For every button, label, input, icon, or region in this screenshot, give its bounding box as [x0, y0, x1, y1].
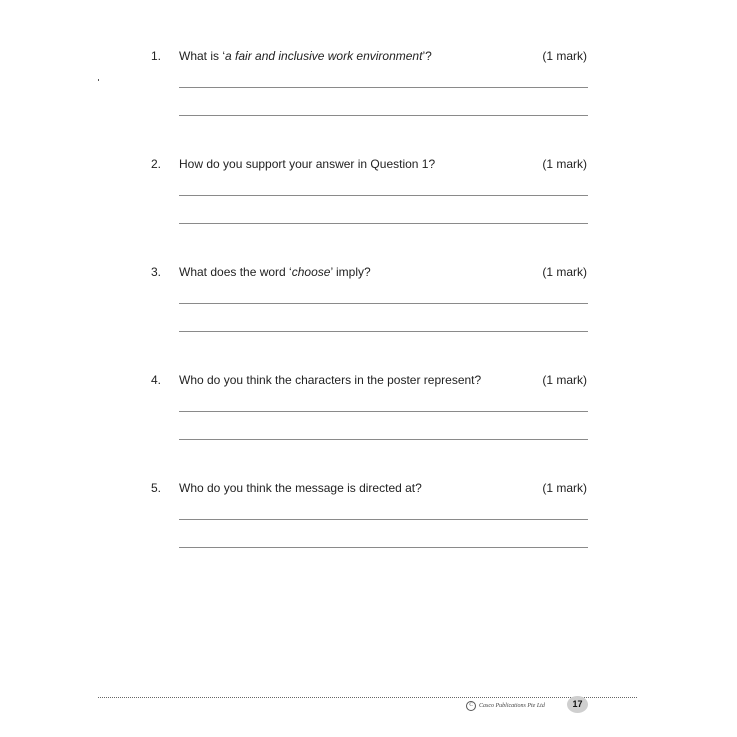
question-text-start: Who do you think the message is directed at?	[179, 481, 422, 495]
page-number: 17	[567, 696, 588, 713]
question-marks: (1 mark)	[542, 157, 587, 171]
question-text	[179, 373, 481, 387]
question-marks: (1 mark)	[542, 481, 587, 495]
question-marks: (1 mark)	[542, 265, 587, 279]
question-text	[179, 49, 432, 63]
question-text-start: Who do you think the characters in the poster represent?	[179, 373, 482, 387]
answer-line-2[interactable]	[179, 115, 588, 116]
question-number: 2.	[151, 157, 162, 171]
question-2	[0, 157, 737, 257]
question-number: 4.	[151, 373, 162, 387]
question-text-end: ’?	[422, 49, 432, 63]
question-number: 5.	[151, 481, 162, 495]
answer-line-1[interactable]	[179, 195, 588, 196]
question-text	[179, 157, 435, 171]
answer-line-2[interactable]	[179, 439, 588, 440]
question-marks: (1 mark)	[542, 49, 587, 63]
question-text-end: ’ imply?	[330, 265, 371, 279]
question-text	[179, 481, 422, 495]
answer-line-1[interactable]	[179, 411, 588, 412]
answer-line-1[interactable]	[179, 87, 588, 88]
question-text-start: How do you support your answer in Question 1?	[179, 157, 436, 171]
question-number: 3.	[151, 265, 162, 279]
question-number: 1.	[151, 49, 162, 63]
question-5	[0, 481, 737, 581]
footer-credit	[466, 700, 545, 712]
copyright-icon: C	[466, 701, 476, 711]
question-text-start: What does the word ‘	[179, 265, 292, 279]
answer-line-2[interactable]	[179, 547, 588, 548]
question-text-italic: choose	[291, 265, 331, 279]
question-text-italic: a fair and inclusive work environment	[225, 49, 423, 63]
question-1	[0, 49, 737, 149]
answer-line-2[interactable]	[179, 223, 588, 224]
question-4	[0, 373, 737, 473]
question-text-start: What is ‘	[179, 49, 226, 63]
answer-line-1[interactable]	[179, 519, 588, 520]
question-3	[0, 265, 737, 365]
answer-line-2[interactable]	[179, 331, 588, 332]
question-text	[179, 265, 371, 279]
footer-rule	[98, 697, 637, 698]
question-marks: (1 mark)	[542, 373, 587, 387]
publisher-name: Casco Publications Pte Ltd	[479, 703, 545, 709]
answer-line-1[interactable]	[179, 303, 588, 304]
